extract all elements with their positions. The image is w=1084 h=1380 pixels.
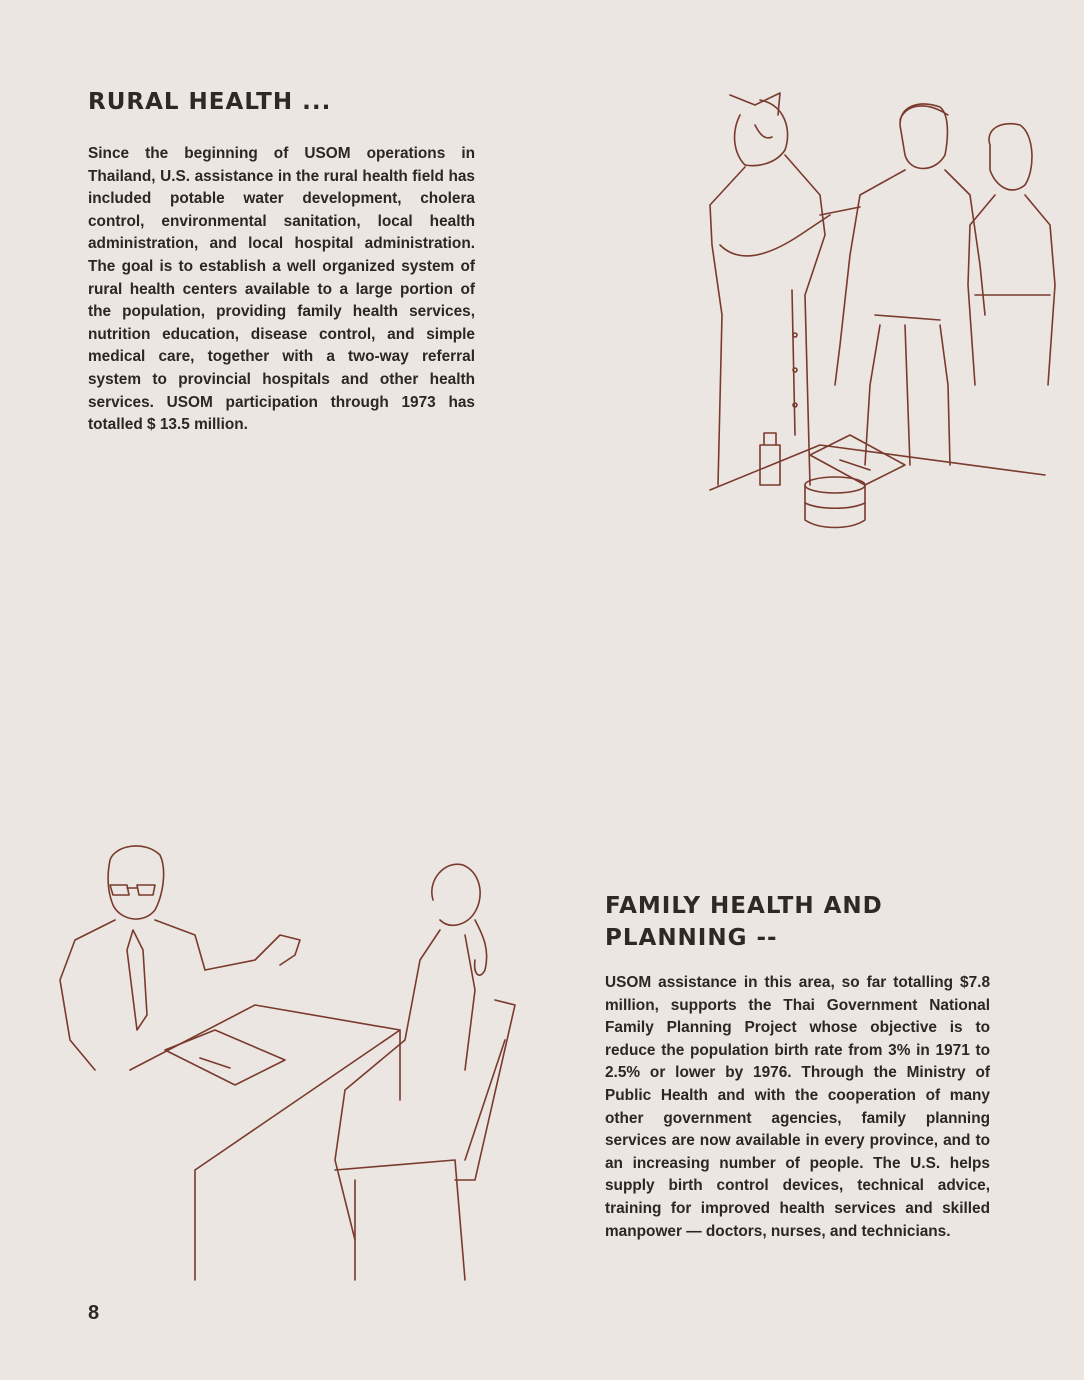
consultation-illustration bbox=[55, 840, 525, 1280]
family-health-heading: FAMILY HEALTH AND PLANNING -- bbox=[605, 893, 883, 951]
vaccination-illustration bbox=[700, 85, 1050, 535]
family-health-body: USOM assistance in this area, so far totalling $7.8 million, supports the Thai Government National Family Planning Project whose objective is to reduce the population birth rate from 3% in 1971 to 2.5% or lower by 1976. Through the Ministry of Public Health and with the cooperation of many other government agencies, family planning services are now available in every province, and to an increasing number of people. The U.S. helps supply birth control devices, technical advice, training for improved health services and skilled manpower — doctors, nurses, and technicians. bbox=[605, 974, 990, 1240]
rural-health-heading: RURAL HEALTH ... bbox=[88, 89, 332, 115]
rural-health-body: Since the beginning of USOM operations in Thailand, U.S. assistance in the rural health field has included potable water development, cholera control, environmental sanitation, local health administration, and local hospital administration. The goal is to establish a well organized system of rural health centers available to a large portion of the population, providing family health services, nutrition education, disease control, and simple medical care, together with a two-way referral system to provincial hospitals and other health services. USOM participation through 1973 has totalled $ 13.5 million. bbox=[88, 145, 475, 434]
page-number: 8 bbox=[88, 1302, 100, 1324]
